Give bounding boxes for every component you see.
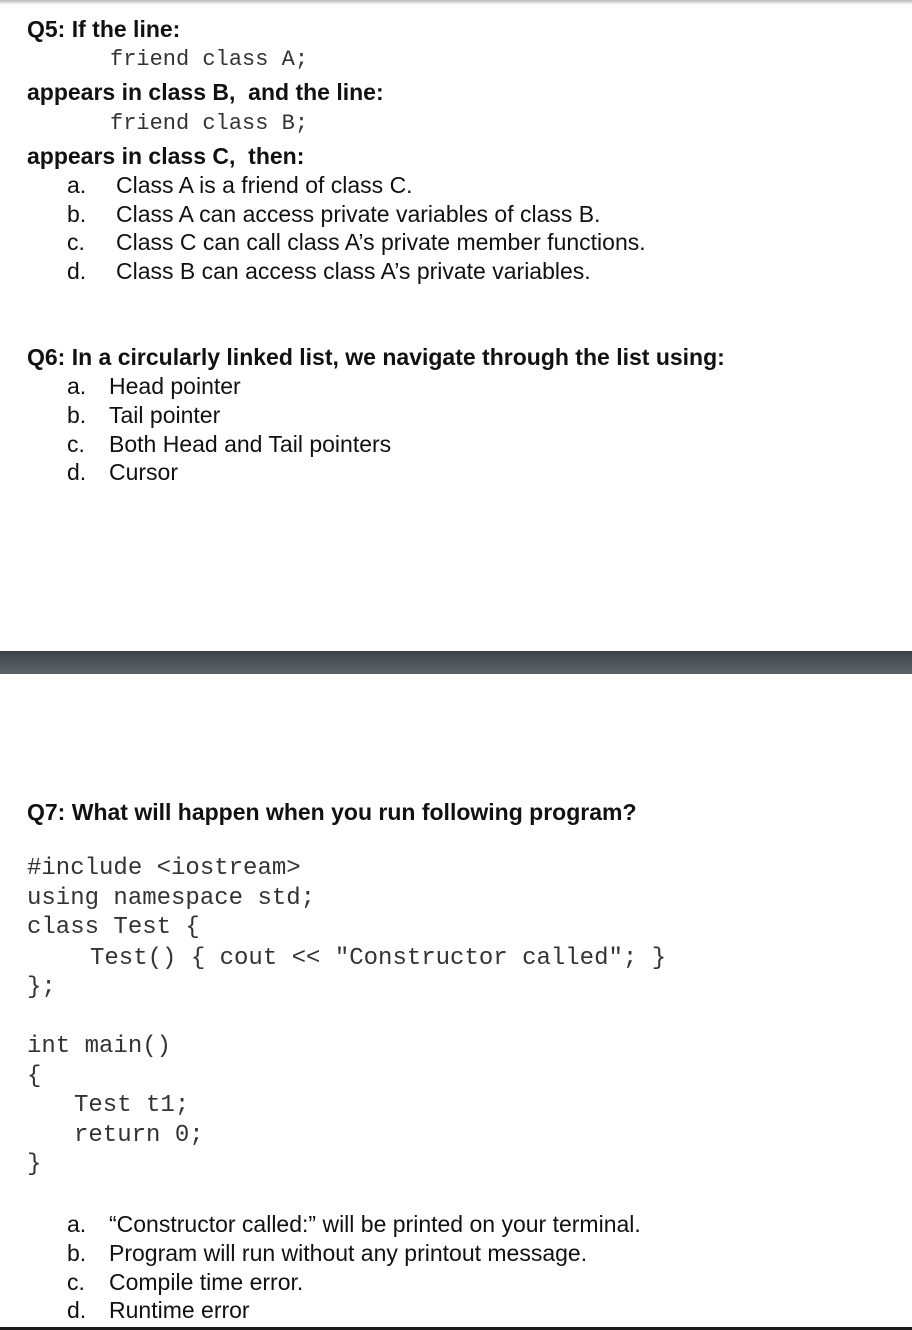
q7-code-line-4: Test() { cout << "Constructor called"; }	[90, 945, 667, 972]
q6-option-a-letter: a.	[67, 373, 87, 399]
q7-code-line-3: class Test {	[27, 914, 200, 941]
q6-option-b-letter: b.	[67, 402, 87, 428]
q5-mid-text: appears in class B, and the line:	[27, 79, 384, 105]
top-edge-shadow	[0, 0, 912, 5]
q7-code-line-5: };	[27, 974, 56, 1001]
q6-option-c-letter: c.	[67, 431, 85, 457]
q5-option-d-text: Class B can access class A’s private variables.	[116, 258, 591, 284]
q7-code-line-8: Test t1;	[74, 1092, 190, 1119]
q7-option-d-letter: d.	[67, 1297, 87, 1323]
q7-option-c-letter: c.	[67, 1269, 85, 1295]
q7-code-line-7: {	[27, 1063, 42, 1090]
q5-code-line-2: friend class B;	[110, 111, 309, 136]
q7-title: Q7: What will happen when you run following program?	[27, 799, 637, 825]
q5-option-d-letter: d.	[67, 258, 87, 284]
q7-option-b-text: Program will run without any printout message.	[109, 1240, 588, 1266]
q6-option-a-text: Head pointer	[109, 373, 241, 399]
q7-option-a-letter: a.	[67, 1211, 87, 1237]
q6-option-d-text: Cursor	[109, 459, 179, 485]
page-divider	[0, 651, 912, 674]
q7-option-b-letter: b.	[67, 1240, 87, 1266]
q7-option-c-text: Compile time error.	[109, 1269, 304, 1295]
q5-title: Q5: If the line:	[27, 16, 181, 42]
q6-option-d-letter: d.	[67, 459, 87, 485]
q5-option-c-letter: c.	[67, 229, 85, 255]
q5-option-c-text: Class C can call class A’s private member functions.	[116, 229, 646, 255]
q7-code-line-9: return 0;	[74, 1122, 204, 1149]
q5-option-b-text: Class A can access private variables of class B.	[116, 201, 601, 227]
q7-code-line-10: }	[27, 1151, 42, 1178]
q7-option-a-text: “Constructor called:” will be printed on your terminal.	[109, 1211, 641, 1237]
q5-code-line-1: friend class A;	[110, 47, 309, 72]
q7-code-line-2: using namespace std;	[27, 885, 316, 912]
q7-code-line-1: #include <iostream>	[27, 855, 301, 882]
q7-option-d-text: Runtime error	[109, 1297, 250, 1323]
q6-title: Q6: In a circularly linked list, we navigate through the list using:	[27, 344, 725, 370]
q5-end-text: appears in class C, then:	[27, 143, 305, 169]
q6-option-c-text: Both Head and Tail pointers	[109, 431, 392, 457]
q5-option-b-letter: b.	[67, 201, 87, 227]
q7-code-line-6: int main()	[27, 1033, 172, 1060]
q5-option-a-letter: a.	[67, 172, 87, 198]
q5-option-a-text: Class A is a friend of class C.	[116, 172, 413, 198]
q6-option-b-text: Tail pointer	[109, 402, 221, 428]
